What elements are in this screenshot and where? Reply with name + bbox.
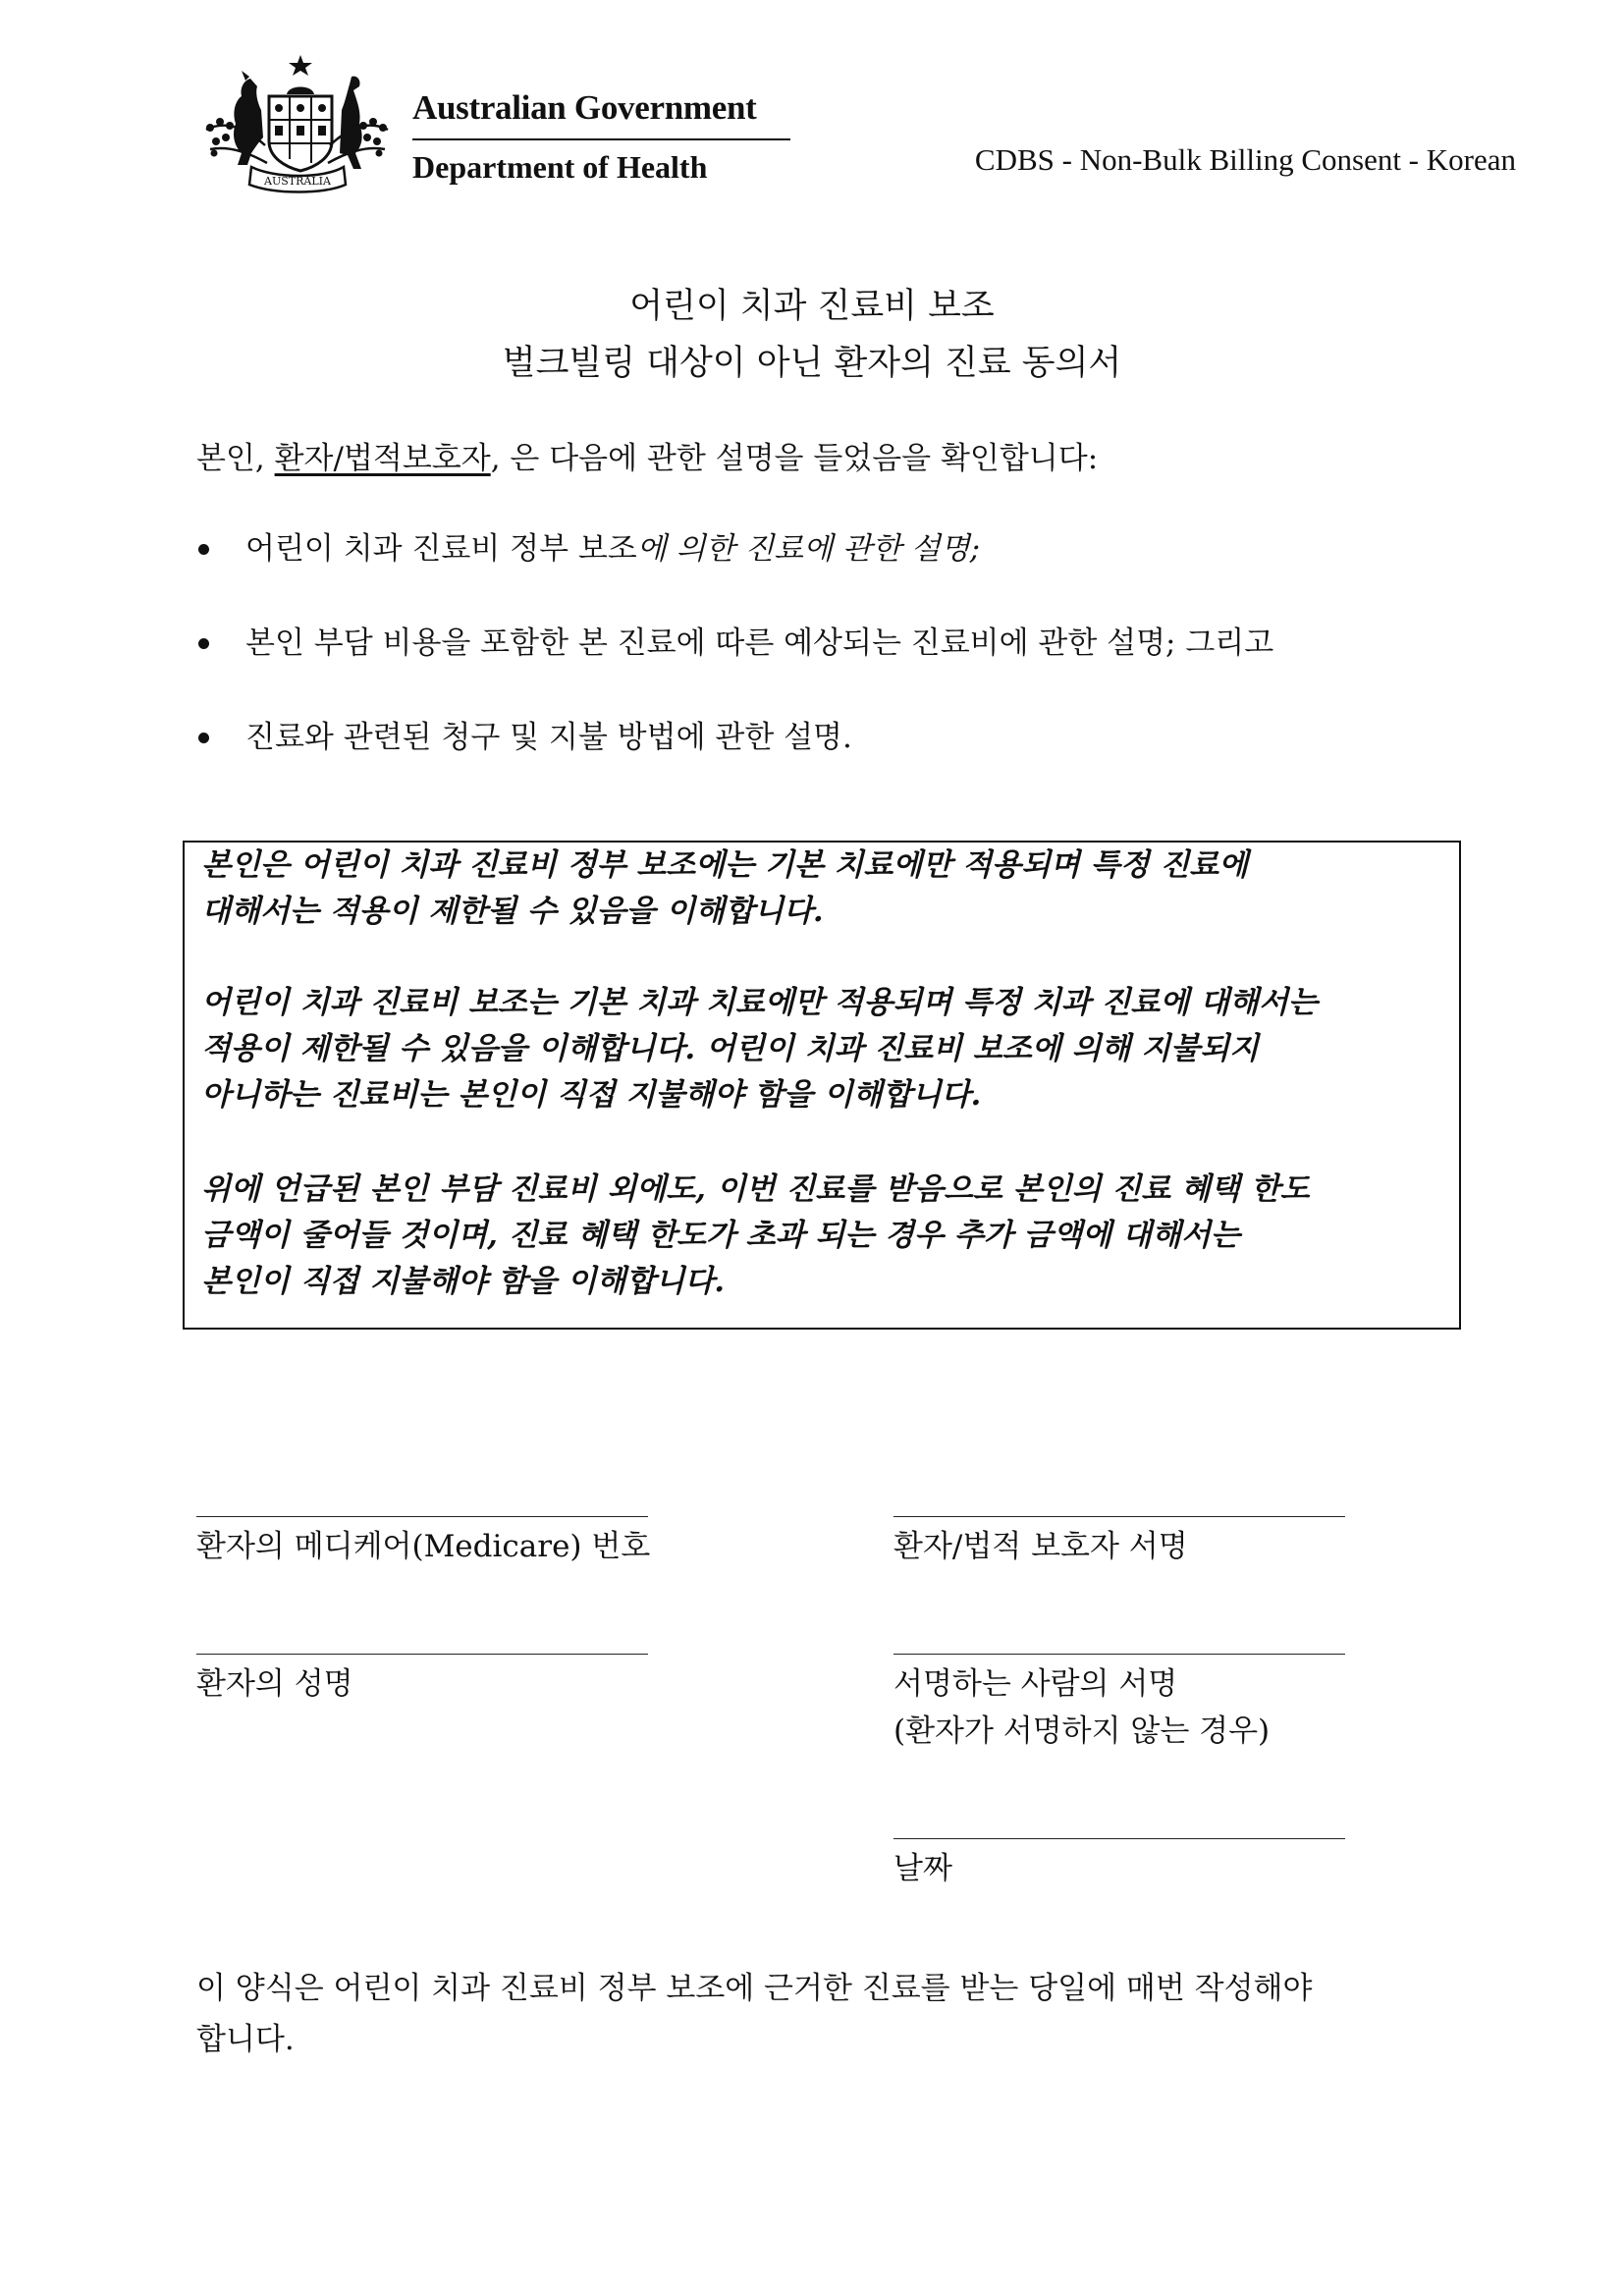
medicare-number-label: 환자의 메디케어(Medicare) 번호 xyxy=(196,1529,651,1564)
intro-suffix: , 은 다음에 관한 설명을 들었음을 확인합니다: xyxy=(490,441,1099,476)
completion-instruction: 이 양식은 어린이 치과 진료비 정부 보조에 근거한 진료를 받는 당일에 매번 작성해야 합니다. xyxy=(196,1971,1313,2057)
bullet-icon xyxy=(198,544,209,555)
list-item-text: 본인 부담 비용을 포함한 본 진료에 따른 예상되는 진료비에 관한 설명; 그리고 xyxy=(245,626,1274,661)
header-divider xyxy=(412,138,790,140)
intro-statement xyxy=(196,435,1098,482)
patient-signature-field[interactable] xyxy=(893,1516,1345,1517)
acknowledgement-paragraph-2: 어린이 치과 진료비 보조는 기본 치과 치료에만 적용되며 특정 치과 진료에 대해서는 적용이 제한될 수 있음을 이해합니다. 어린이 치과 진료비 보조에 의해 지불되지 아니하는 진료비는 본인이 직접 지불해야 함을 이해합니다. xyxy=(201,985,1318,1113)
patient-signature-label: 환자/법적 보호자 서명 xyxy=(893,1529,1188,1564)
signer-note: (환자가 서명하지 않는 경우) xyxy=(893,1714,1271,1749)
acknowledgement-box xyxy=(183,841,1461,1330)
department-name: Department of Health xyxy=(412,149,708,185)
government-name: Australian Government xyxy=(412,88,757,127)
commonwealth-coat-of-arms-icon xyxy=(196,51,398,198)
signer-signature-label: 서명하는 사람의 서명 xyxy=(893,1666,1178,1702)
date-field[interactable] xyxy=(893,1838,1345,1839)
document-header xyxy=(0,0,1624,206)
date-label: 날짜 xyxy=(893,1851,952,1886)
list-item-italic: 에 의한 진료에 관한 설명; xyxy=(636,531,981,567)
list-item-text: 어린이 치과 진료비 정부 보조 xyxy=(245,531,637,567)
acknowledgement-paragraph-1: 본인은 어린이 치과 진료비 정부 보조에는 기본 치료에만 적용되며 특정 진료에 대해서는 적용이 제한될 수 있음을 이해합니다. xyxy=(201,847,1249,929)
intro-prefix: 본인, xyxy=(196,441,275,476)
document-subtitle: 벌크빌링 대상이 아닌 환자의 진료 동의서 xyxy=(502,344,1122,383)
bullet-icon xyxy=(198,733,209,743)
bullet-icon xyxy=(198,638,209,649)
signer-signature-field[interactable] xyxy=(893,1654,1345,1655)
document-title: 어린이 치과 진료비 보조 xyxy=(629,287,995,326)
svg-text:AUSTRALIA: AUSTRALIA xyxy=(264,175,331,188)
patient-name-label: 환자의 성명 xyxy=(196,1666,353,1702)
medicare-number-field[interactable] xyxy=(196,1516,648,1517)
patient-name-field[interactable] xyxy=(196,1654,648,1655)
list-item-text: 진료와 관련된 청구 및 지불 방법에 관한 설명. xyxy=(245,720,852,755)
acknowledgement-paragraph-3: 위에 언급된 본인 부담 진료비 외에도, 이번 진료를 받음으로 본인의 진료 혜택 한도 금액이 줄어들 것이며, 진료 혜택 한도가 초과 되는 경우 추가 금액에 대해서는 본인이 직접 지불해야 함을 이해합니다. xyxy=(201,1171,1310,1299)
intro-role: 환자/법적보호자 xyxy=(274,441,491,476)
form-code: CDBS - Non-Bulk Billing Consent - Korean xyxy=(974,142,1516,177)
